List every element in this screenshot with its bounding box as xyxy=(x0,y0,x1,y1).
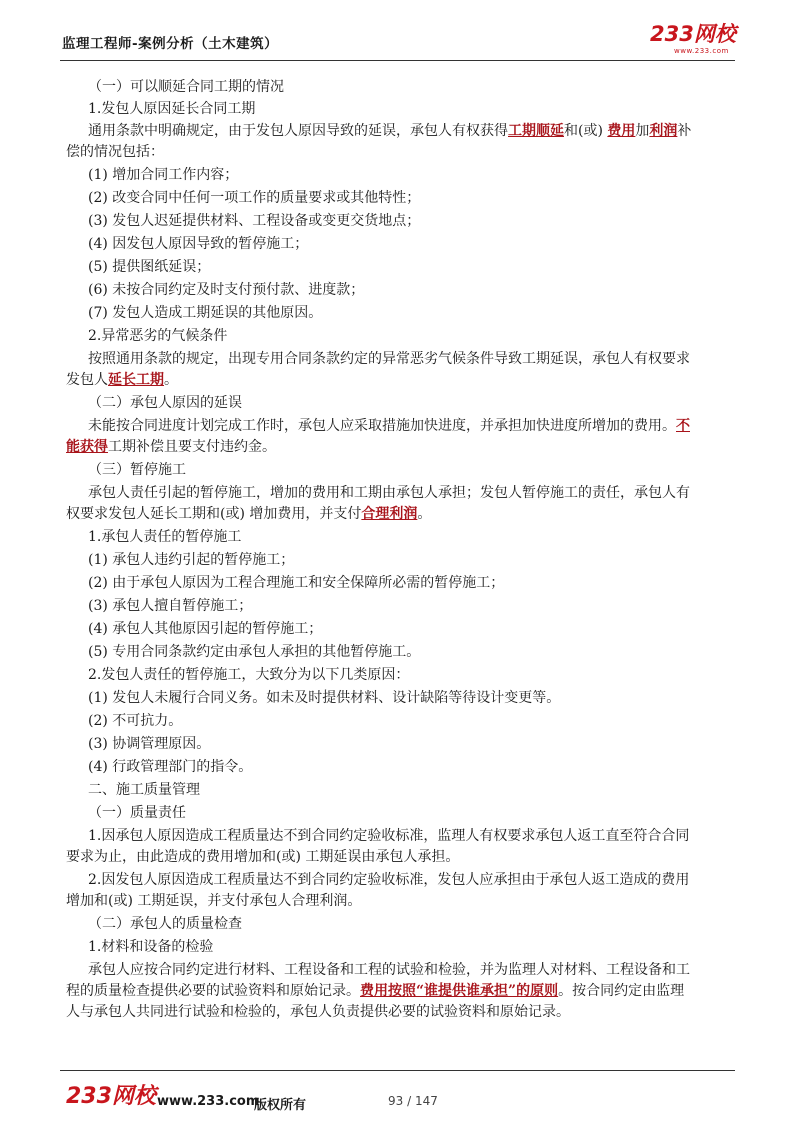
emphasis-text: 不 xyxy=(676,418,690,434)
list-item: (3) 发包人迟延提供材料、工程设备或变更交货地点； xyxy=(88,213,421,229)
section-heading: （一）质量责任 xyxy=(88,805,186,821)
list-item: (3) 承包人擅自暂停施工； xyxy=(88,598,253,614)
list-item: (5) 提供图纸延误； xyxy=(88,259,211,275)
paragraph-line: 通用条款中明确规定，由于发包人原因导致的延误，承包人有权获得工期顺延和(或) 费用加利润补 xyxy=(88,123,692,139)
section-heading: （一）可以顺延合同工期的情况 xyxy=(88,79,284,95)
emphasis-text: 能获得 xyxy=(66,439,108,455)
footer-divider xyxy=(60,1070,735,1071)
list-item: (4) 因发包人原因导致的暂停施工； xyxy=(88,236,309,252)
list-item: (3) 协调管理原因。 xyxy=(88,736,211,752)
paragraph-line: 程的质量检查提供必要的试验资料和原始记录。费用按照“谁提供谁承担”的原则。按合同约定由监理 xyxy=(66,983,685,999)
paragraph-line: 未能按合同进度计划完成工作时，承包人应采取措施加快进度，并承担加快进度所增加的费用。不 xyxy=(88,418,690,434)
paragraph-line: 发包人延长工期。 xyxy=(66,372,178,388)
footer-brand-logo: 233网校 xyxy=(66,1084,156,1109)
list-item: (2) 不可抗力。 xyxy=(88,713,183,729)
list-item: (2) 改变合同中任何一项工作的质量要求或其他特性； xyxy=(88,190,421,206)
list-item: (6) 未按合同约定及时支付预付款、进度款； xyxy=(88,282,365,298)
brand-logo: 233网校 xyxy=(650,22,736,46)
document-header-title: 监理工程师-案例分析（土木建筑） xyxy=(62,36,279,52)
subsection-heading: 1.材料和设备的检验 xyxy=(88,939,214,955)
list-item: (1) 增加合同工作内容； xyxy=(88,167,239,183)
list-item: (1) 承包人违约引起的暂停施工； xyxy=(88,552,295,568)
emphasis-text: 利润 xyxy=(649,123,678,139)
paragraph-line: 人与承包人共同进行试验和检验的，承包人负责提供必要的试验资料和原始记录。 xyxy=(66,1004,570,1020)
section-heading: （三）暂停施工 xyxy=(88,462,186,478)
emphasis-text: 合理利润 xyxy=(361,506,418,522)
emphasis-text: 费用 xyxy=(607,123,636,139)
paragraph-line: 要求为止，由此造成的费用增加和(或) 工期延误由承包人承担。 xyxy=(66,849,460,865)
section-heading: （二）承包人原因的延误 xyxy=(88,395,242,411)
header-divider xyxy=(60,60,735,61)
paragraph-line: 权要求发包人延长工期和(或) 增加费用，并支付合理利润。 xyxy=(66,506,432,522)
paragraph-line: 1.因承包人原因造成工程质量达不到合同约定验收标准，监理人有权要求承包人返工直至符合合同 xyxy=(88,828,690,844)
page-number: 93 / 147 xyxy=(388,1094,438,1108)
footer-site-link[interactable]: www.233.com xyxy=(157,1094,260,1109)
paragraph-line: 偿的情况包括： xyxy=(66,144,164,160)
list-item: (7) 发包人造成工期延误的其他原因。 xyxy=(88,305,323,321)
subsection-heading: 2.异常恶劣的气候条件 xyxy=(88,328,228,344)
emphasis-text: 工期顺延 xyxy=(508,123,564,139)
subsection-heading: 1.承包人责任的暂停施工 xyxy=(88,529,242,545)
section-heading: 二、施工质量管理 xyxy=(88,782,200,798)
paragraph-line: 能获得工期补偿且要支付违约金。 xyxy=(66,439,276,455)
paragraph-line: 增加和(或) 工期延误，并支付承包人合理利润。 xyxy=(66,893,362,909)
list-item: (1) 发包人未履行合同义务。如未及时提供材料、设计缺陷等待设计变更等。 xyxy=(88,690,561,706)
brand-logo-url: www.233.com xyxy=(674,47,729,55)
emphasis-text: 费用按照“谁提供谁承担”的原则 xyxy=(360,983,559,999)
list-item: (4) 承包人其他原因引起的暂停施工； xyxy=(88,621,323,637)
list-item: (5) 专用合同条款约定由承包人承担的其他暂停施工。 xyxy=(88,644,421,660)
paragraph-line: 承包人应按合同约定进行材料、工程设备和工程的试验和检验，并为监理人对材料、工程设备和工 xyxy=(88,962,690,978)
section-heading: （二）承包人的质量检查 xyxy=(88,916,242,932)
list-item: (4) 行政管理部门的指令。 xyxy=(88,759,253,775)
footer-copyright: 版权所有 xyxy=(254,1098,307,1113)
paragraph-line: 2.因发包人原因造成工程质量达不到合同约定验收标准，发包人应承担由于承包人返工造成的费用 xyxy=(88,872,690,888)
list-item: (2) 由于承包人原因为工程合理施工和安全保障所必需的暂停施工； xyxy=(88,575,505,591)
paragraph-line: 按照通用条款的规定，出现专用合同条款约定的异常恶劣气候条件导致工期延误，承包人有权要求 xyxy=(88,351,690,367)
emphasis-text: 延长工期 xyxy=(108,372,164,388)
subsection-heading: 1.发包人原因延长合同工期 xyxy=(88,101,256,117)
subsection-heading: 2.发包人责任的暂停施工，大致分为以下几类原因： xyxy=(88,667,410,683)
paragraph-line: 承包人责任引起的暂停施工，增加的费用和工期由承包人承担；发包人暂停施工的责任，承包人有 xyxy=(88,485,690,501)
